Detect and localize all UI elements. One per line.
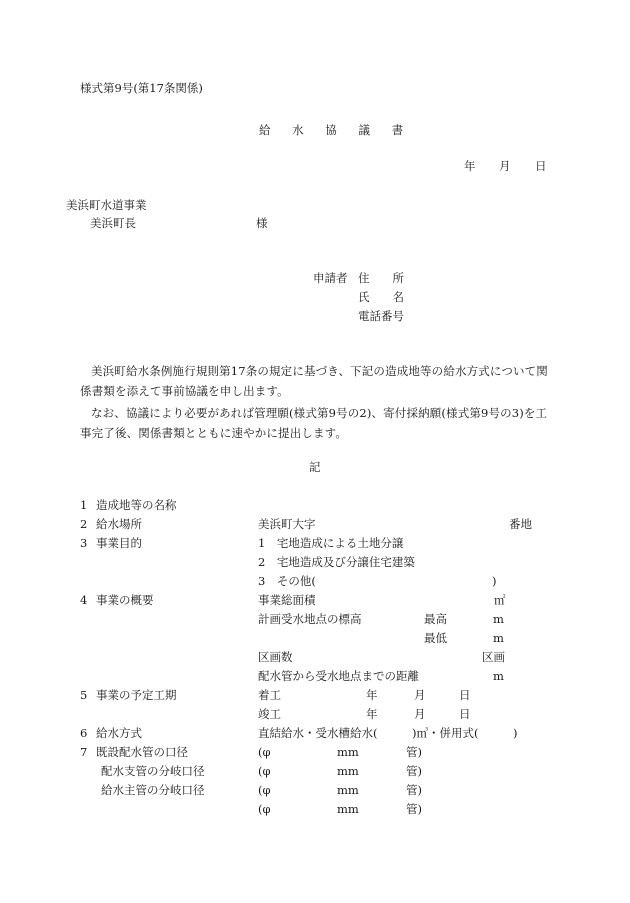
distance-unit: m	[493, 669, 504, 683]
ki-heading: 記	[309, 460, 321, 474]
distance-label: 配水管から受水地点までの距離	[258, 669, 419, 683]
end-year: 年	[366, 707, 378, 721]
item-label: 給水場所	[96, 517, 142, 531]
total-area-label: 事業総面積	[258, 593, 316, 607]
date-month: 月	[499, 159, 511, 173]
pipe-phi: (φ	[258, 783, 271, 797]
purpose-option-3: 3 その他(	[258, 574, 316, 588]
sub-branch-label: 配水支管の分岐口径	[101, 764, 205, 778]
end-month: 月	[414, 707, 426, 721]
pipe-close: 管)	[406, 802, 422, 816]
item-number: 5	[80, 688, 88, 702]
purpose-option-1: 1 宅地造成による土地分譲	[258, 536, 404, 550]
applicant-phone-label: 電話番号	[358, 309, 404, 323]
body-paragraph-1: 美浜町給水条例施行規則第17条の規定に基づき、下記の造成地等の給水方式について関係書類を添えて事前協議を申し出ます。	[80, 364, 548, 398]
pipe-mm: mm	[337, 764, 359, 778]
item-number: 1	[80, 498, 88, 512]
purpose-option-2: 2 宅地造成及び分譲住宅建築	[258, 555, 415, 569]
end-label: 竣工	[258, 707, 281, 721]
supply-location-suffix: 番地	[509, 517, 532, 531]
applicant-address-label: 住 所	[358, 271, 404, 285]
end-day: 日	[459, 707, 471, 721]
pipe-mm: mm	[337, 783, 359, 797]
blocks-label: 区画数	[258, 650, 293, 664]
date-day: 日	[535, 159, 547, 173]
elevation-min-unit: m	[493, 631, 504, 645]
item-number: 6	[80, 726, 88, 740]
pipe-mm: mm	[337, 745, 359, 759]
supply-location-value: 美浜町大字	[258, 517, 316, 531]
pipe-close: 管)	[406, 745, 422, 759]
elevation-max-unit: m	[493, 612, 504, 626]
addressee-org: 美浜町水道事業	[66, 198, 147, 212]
pipe-phi: (φ	[258, 764, 271, 778]
pipe-phi: (φ	[258, 802, 271, 816]
item-number: 2	[80, 517, 88, 531]
body-paragraph-2: なお、協議により必要があれば管理願(様式第9号の2)、寄付採納願(様式第9号の3)を工事完了後、関係書類とともに速やかに提出します。	[80, 406, 548, 440]
item-number: 7	[80, 745, 88, 759]
pipe-phi: (φ	[258, 745, 271, 759]
start-label: 着工	[258, 688, 281, 702]
item-label: 事業の予定工期	[96, 688, 177, 702]
item-number: 4	[80, 593, 88, 607]
item-number: 3	[80, 536, 88, 550]
item-label: 事業目的	[96, 536, 142, 550]
elevation-min-label: 最低	[424, 631, 447, 645]
start-day: 日	[459, 688, 471, 702]
addressee-honorific: 様	[256, 216, 268, 230]
applicant-label: 申請者	[313, 271, 348, 285]
pipe-close: 管)	[406, 764, 422, 778]
document-title: 給 水 協 議 書	[259, 123, 413, 137]
form-number: 様式第9号(第17条関係)	[80, 81, 203, 95]
start-month: 月	[414, 688, 426, 702]
start-year: 年	[366, 688, 378, 702]
applicant-name-label: 氏 名	[358, 290, 404, 304]
main-branch-label: 給水主管の分岐口径	[101, 783, 205, 797]
date-year: 年	[464, 159, 476, 173]
supply-method-value: 直結給水・受水槽給水( )㎥・併用式( )	[258, 726, 518, 740]
elevation-max-label: 最高	[424, 612, 447, 626]
elevation-label: 計画受水地点の標高	[258, 612, 362, 626]
pipe-close: 管)	[406, 783, 422, 797]
blocks-unit: 区画	[482, 650, 505, 664]
pipe-mm: mm	[337, 802, 359, 816]
item-label: 造成地等の名称	[96, 498, 177, 512]
item-label: 事業の概要	[96, 593, 154, 607]
total-area-unit: ㎡	[494, 593, 506, 607]
addressee-mayor: 美浜町長	[90, 216, 136, 230]
item-label: 既設配水管の口径	[96, 745, 188, 759]
purpose-option-3-close: )	[492, 574, 497, 588]
item-label: 給水方式	[96, 726, 142, 740]
